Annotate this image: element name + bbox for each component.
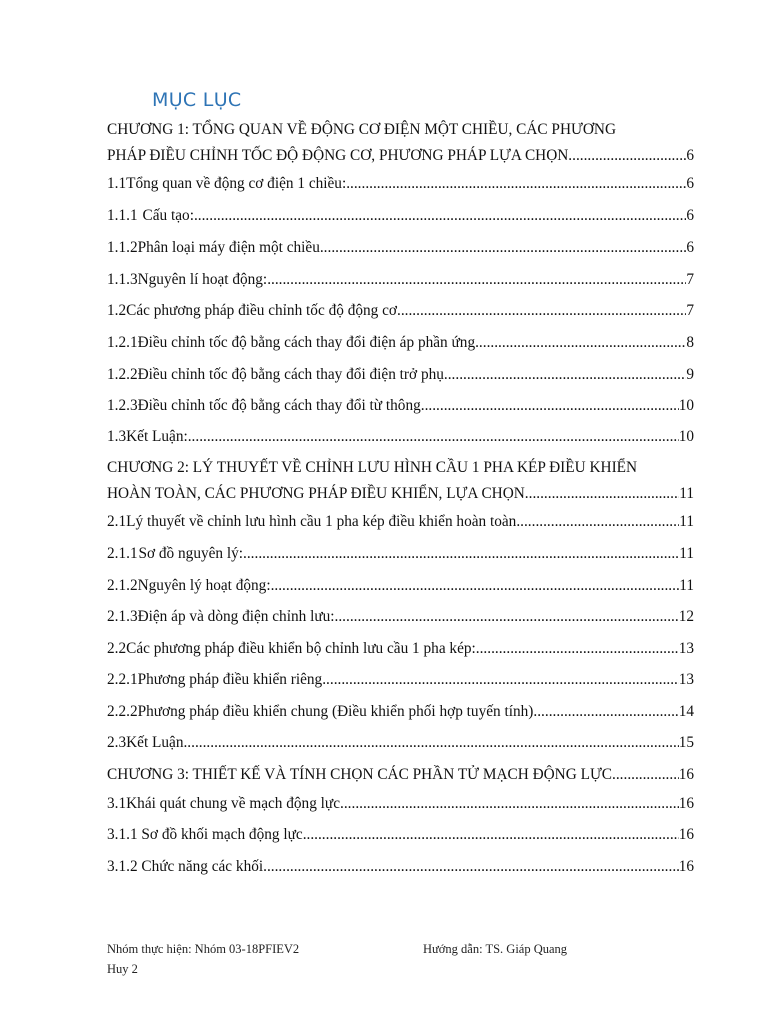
toc-entry-text: Tổng quan về động cơ điện 1 chiều:: [126, 175, 347, 192]
toc-entry-text: Điện áp và dòng điện chỉnh lưu:: [137, 608, 335, 625]
toc-page-number: 16: [678, 795, 694, 812]
toc-entry-number: 1.1: [107, 175, 127, 192]
toc-chapter-3[interactable]: [107, 763, 694, 787]
toc-page-number: 11: [679, 485, 694, 502]
toc-page-number: 14: [678, 703, 694, 720]
toc-entry-number: 2.1: [107, 513, 127, 530]
toc-leader-dots: [340, 792, 679, 816]
toc-entry-number: 2.3: [107, 734, 127, 751]
toc-entry-text: Các phương pháp điều chỉnh tốc độ động cơ: [126, 302, 397, 319]
toc-entry-text: 3.1.2 Chức năng các khối: [107, 858, 264, 875]
toc-leader-dots: [303, 823, 679, 847]
toc-chapter-title-line1: CHƯƠNG 1: TỔNG QUAN VỀ ĐỘNG CƠ ĐIỆN MỘT CHIỀU, CÁC PHƯƠNG: [107, 121, 616, 138]
toc-page-number: 8: [686, 334, 694, 351]
toc-leader-dots: [267, 268, 686, 292]
toc-entry-number: 2.1.1: [107, 545, 138, 562]
toc-page-number: 13: [678, 671, 694, 688]
toc-entry[interactable]: [107, 425, 694, 449]
toc-entry-text: 3.1.1 Sơ đồ khối mạch động lực: [107, 826, 303, 843]
toc-entry-number: 2.2.2: [107, 703, 138, 720]
toc-leader-dots: [516, 510, 679, 534]
toc-entry-text: Phương pháp điều khiển riêng: [137, 671, 323, 688]
toc-leader-dots: [320, 236, 687, 260]
toc-title: MỤC LỤC: [152, 89, 242, 111]
toc-page-number: 16: [678, 858, 694, 875]
toc-page-number: 15: [678, 734, 694, 751]
toc-entry[interactable]: [107, 268, 694, 292]
toc-page-number: 11: [679, 577, 694, 594]
toc-entry-number: 2.1.3: [107, 608, 138, 625]
toc-entry[interactable]: [107, 172, 694, 196]
toc-leader-dots: [421, 394, 679, 418]
toc-leader-dots: [397, 299, 686, 323]
toc-leader-dots: [525, 482, 679, 506]
toc-page-number: 6: [686, 239, 694, 256]
toc-entry-number: 1.1.3: [107, 271, 138, 288]
toc-entry[interactable]: [107, 236, 694, 260]
toc-leader-dots: [194, 204, 686, 228]
toc-entry-text: Kết Luận:: [126, 428, 188, 445]
toc-entry[interactable]: [107, 823, 694, 847]
toc-entry-text: Các phương pháp điều khiển bộ chỉnh lưu cầu 1 pha kép:: [126, 640, 476, 657]
toc-entry[interactable]: [107, 605, 694, 629]
toc-leader-dots: [335, 605, 679, 629]
toc-entry-number: 1.2.3: [107, 397, 138, 414]
toc-entry[interactable]: [107, 331, 694, 355]
toc-chapter-title-line1: CHƯƠNG 2: LÝ THUYẾT VỀ CHỈNH LƯU HÌNH CẦU 1 PHA KÉP ĐIỀU KHIỂN: [107, 459, 638, 476]
toc-entry[interactable]: [107, 542, 694, 566]
toc-leader-dots: [183, 731, 678, 755]
toc-entry[interactable]: [107, 700, 694, 724]
toc-leader-dots: [243, 542, 679, 566]
toc-leader-dots: [533, 700, 678, 724]
toc-leader-dots: [322, 668, 678, 692]
toc-entry-text: Sơ đồ nguyên lý:: [138, 545, 244, 562]
footer-group: Nhóm thực hiện: Nhóm 03-18PFIEV2: [107, 942, 300, 956]
toc-leader-dots: [568, 144, 686, 168]
toc-page-number: 16: [678, 766, 694, 783]
toc-entry[interactable]: [107, 204, 694, 228]
toc-leader-dots: [476, 637, 679, 661]
toc-leader-dots: [271, 574, 680, 598]
toc-chapter-title-line2: HOÀN TOÀN, CÁC PHƯƠNG PHÁP ĐIỀU KHIỂN, LỰA CHỌN: [107, 485, 525, 502]
toc-entry-text: Điều chỉnh tốc độ bằng cách thay đổi điện trở phụ: [137, 366, 444, 383]
toc-leader-dots: [263, 855, 679, 879]
toc-entry-text: Điều chỉnh tốc độ bằng cách thay đổi điện áp phần ứng: [137, 334, 476, 351]
toc-leader-dots: [444, 363, 686, 387]
toc-leader-dots: [346, 172, 686, 196]
toc-entry-number: 1.2: [107, 302, 127, 319]
toc-entry[interactable]: [107, 299, 694, 323]
toc-entry-text: Điều chỉnh tốc độ bằng cách thay đổi từ thông: [137, 397, 421, 414]
toc-page-number: 10: [678, 428, 694, 445]
toc-chapter-title-line2: PHÁP ĐIỀU CHỈNH TỐC ĐỘ ĐỘNG CƠ, PHƯƠNG PHÁP LỰA CHỌN: [107, 147, 569, 164]
footer-advisor-continued: Huy 2: [107, 962, 138, 976]
toc-page-number: 16: [678, 826, 694, 843]
toc-entry-text: Phân loại máy điện một chiều: [137, 239, 320, 256]
toc-page-number: 6: [686, 207, 694, 224]
toc-page-number: 6: [686, 175, 694, 192]
toc-entry-number: 1.2.1: [107, 334, 138, 351]
toc-entry[interactable]: [107, 668, 694, 692]
toc-entry-text: Nguyên lí hoạt động:: [137, 271, 268, 288]
toc-entry-text: Nguyên lý hoạt động:: [137, 577, 271, 594]
toc-entry-number: 1.1.2: [107, 239, 138, 256]
toc-entry-number: 1.3: [107, 428, 127, 445]
toc-entry[interactable]: [107, 637, 694, 661]
toc-page-number: 9: [686, 366, 694, 383]
toc-leader-dots: [188, 425, 679, 449]
toc-page-number: 7: [686, 302, 694, 319]
footer-advisor: Hướng dẫn: TS. Giáp Quang: [423, 942, 568, 956]
toc-chapter-1[interactable]: [107, 118, 694, 168]
toc-leader-dots: [475, 331, 686, 355]
toc-page-number: 12: [678, 608, 694, 625]
toc-entry-number: 3.1: [107, 795, 127, 812]
toc-entry[interactable]: [107, 731, 694, 755]
toc-page-number: 7: [686, 271, 694, 288]
toc-entry-text: Kết Luận: [126, 734, 184, 751]
toc-page-number: 10: [678, 397, 694, 414]
toc-page-number: 11: [679, 513, 694, 530]
toc-entry-text: Lý thuyết về chỉnh lưu hình cầu 1 pha kép điều khiển hoàn toàn: [126, 513, 517, 530]
toc-entry[interactable]: [107, 855, 694, 879]
toc-entry[interactable]: [107, 792, 694, 816]
toc-page-number: 11: [679, 545, 694, 562]
toc-entry[interactable]: [107, 363, 694, 387]
toc-entry-number: 2.2.1: [107, 671, 138, 688]
toc-entry-text: Cấu tạo:: [142, 207, 194, 224]
toc-leader-dots: [612, 763, 679, 787]
toc-entry-text: Phương pháp điều khiển chung (Điều khiển phối hợp tuyến tính): [137, 703, 534, 720]
toc-chapter-2[interactable]: [107, 456, 694, 506]
toc-entry-number: 1.2.2: [107, 366, 138, 383]
toc-entry-number: 1.1.1: [107, 207, 138, 224]
toc-entry[interactable]: [107, 574, 694, 598]
toc-entry-number: 2.2: [107, 640, 127, 657]
toc-entry-text: CHƯƠNG 3: THIẾT KẾ VÀ TÍNH CHỌN CÁC PHẦN TỬ MẠCH ĐỘNG LỰC: [107, 766, 613, 783]
toc-page-number: 6: [686, 147, 694, 164]
toc-entry-text: Khái quát chung về mạch động lực: [126, 795, 341, 812]
toc-entry-number: 2.1.2: [107, 577, 138, 594]
toc-page-number: 13: [678, 640, 694, 657]
toc-entry[interactable]: [107, 394, 694, 418]
toc-entry[interactable]: [107, 510, 694, 534]
